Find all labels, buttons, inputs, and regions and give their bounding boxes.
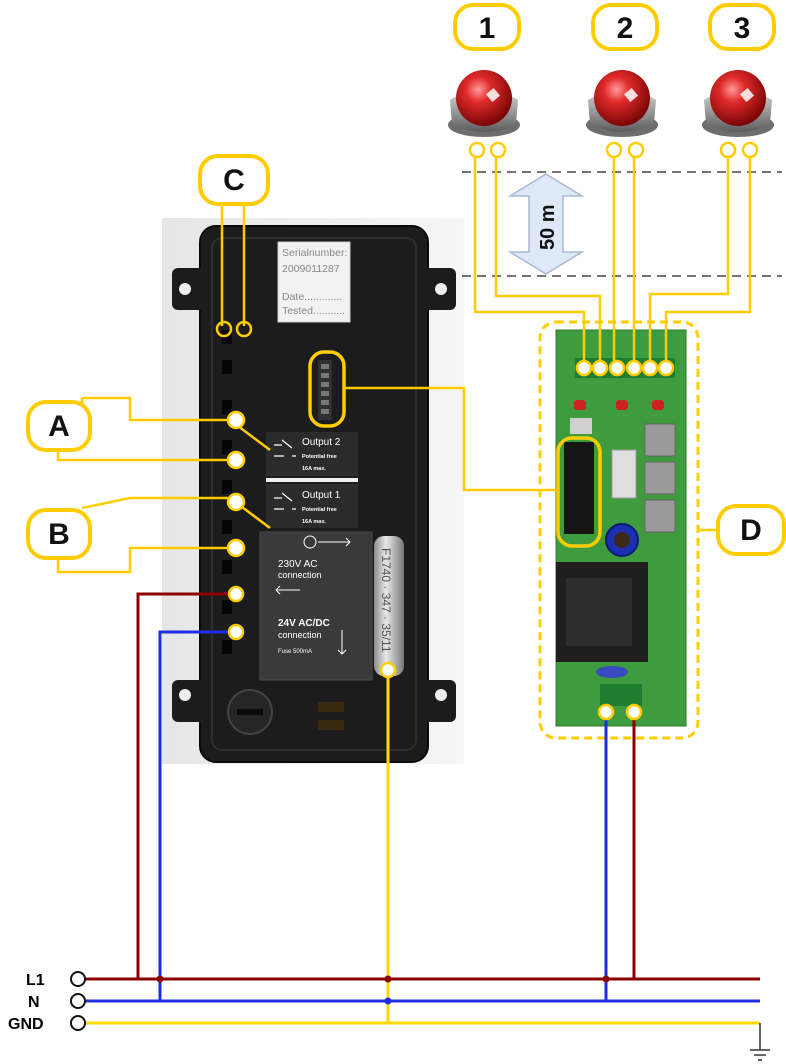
output-2-panel (266, 432, 358, 476)
output-2-title: Output 2 (302, 437, 341, 448)
indicator-lamp-icon (594, 70, 650, 126)
output-2-line2: 16A max. (302, 466, 326, 472)
fuse-text: F1740 · 347 · 35/11 (379, 548, 393, 653)
gnd-label: GND (8, 1016, 44, 1033)
capacitor-small-icon (596, 666, 628, 678)
terminal-block-bottom (600, 684, 642, 706)
svg-text:1: 1 (478, 12, 496, 45)
callout-d-label: D (740, 514, 762, 547)
fuse-label: Fuse 500mA (278, 649, 313, 655)
led-icon (574, 400, 586, 410)
lamp-1 (448, 70, 520, 137)
pcb-header (564, 442, 594, 534)
svg-text:2: 2 (616, 12, 634, 45)
mount-hole-icon (435, 689, 447, 701)
lamp-callout-3 (710, 5, 774, 49)
indicator-lamp-icon (710, 70, 766, 126)
output-1-line2: 16A max. (302, 519, 326, 525)
ac-sub-label: connection (278, 570, 322, 580)
power-panel (260, 532, 372, 680)
output-1-panel (266, 484, 358, 528)
tested-field: Tested........... (282, 305, 346, 317)
led-icon (652, 400, 664, 410)
svg-text:3: 3 (733, 12, 751, 45)
fuse (374, 536, 404, 676)
lamp-3 (702, 70, 774, 137)
n-label: N (28, 994, 40, 1011)
pcb-board (556, 330, 686, 726)
serial-label: Serialnumber: (282, 247, 348, 259)
led-icon (616, 400, 628, 410)
lamp-callout-2 (593, 5, 657, 49)
distance-arrow (510, 174, 582, 274)
serial-sticker (278, 242, 350, 322)
mount-hole-icon (179, 283, 191, 295)
mount-hole-icon (179, 689, 191, 701)
lamp-2 (586, 70, 658, 137)
callout-b-label: B (48, 518, 70, 551)
output-1-title: Output 1 (302, 490, 341, 501)
l1-terminal (71, 972, 85, 986)
n-terminal (71, 994, 85, 1008)
date-field: Date............. (282, 291, 343, 303)
callout-c-label: C (223, 164, 245, 197)
dc-sub-label: connection (278, 630, 322, 640)
lamp-callout-1 (455, 5, 519, 49)
ground-symbol-icon (750, 1050, 770, 1060)
distance-label: 50 m (537, 204, 559, 250)
l1-label: L1 (26, 972, 45, 989)
ac-label: 230V AC (278, 559, 318, 570)
mount-hole-icon (435, 283, 447, 295)
output-1-line1: Potential free (302, 507, 337, 513)
pin-header (318, 360, 332, 420)
serial-value: 2009011287 (282, 263, 340, 275)
gnd-terminal (71, 1016, 85, 1030)
indicator-lamp-icon (456, 70, 512, 126)
dc-label: 24V AC/DC (278, 618, 330, 629)
callout-a-label: A (48, 410, 70, 443)
output-2-line1: Potential free (302, 454, 337, 460)
